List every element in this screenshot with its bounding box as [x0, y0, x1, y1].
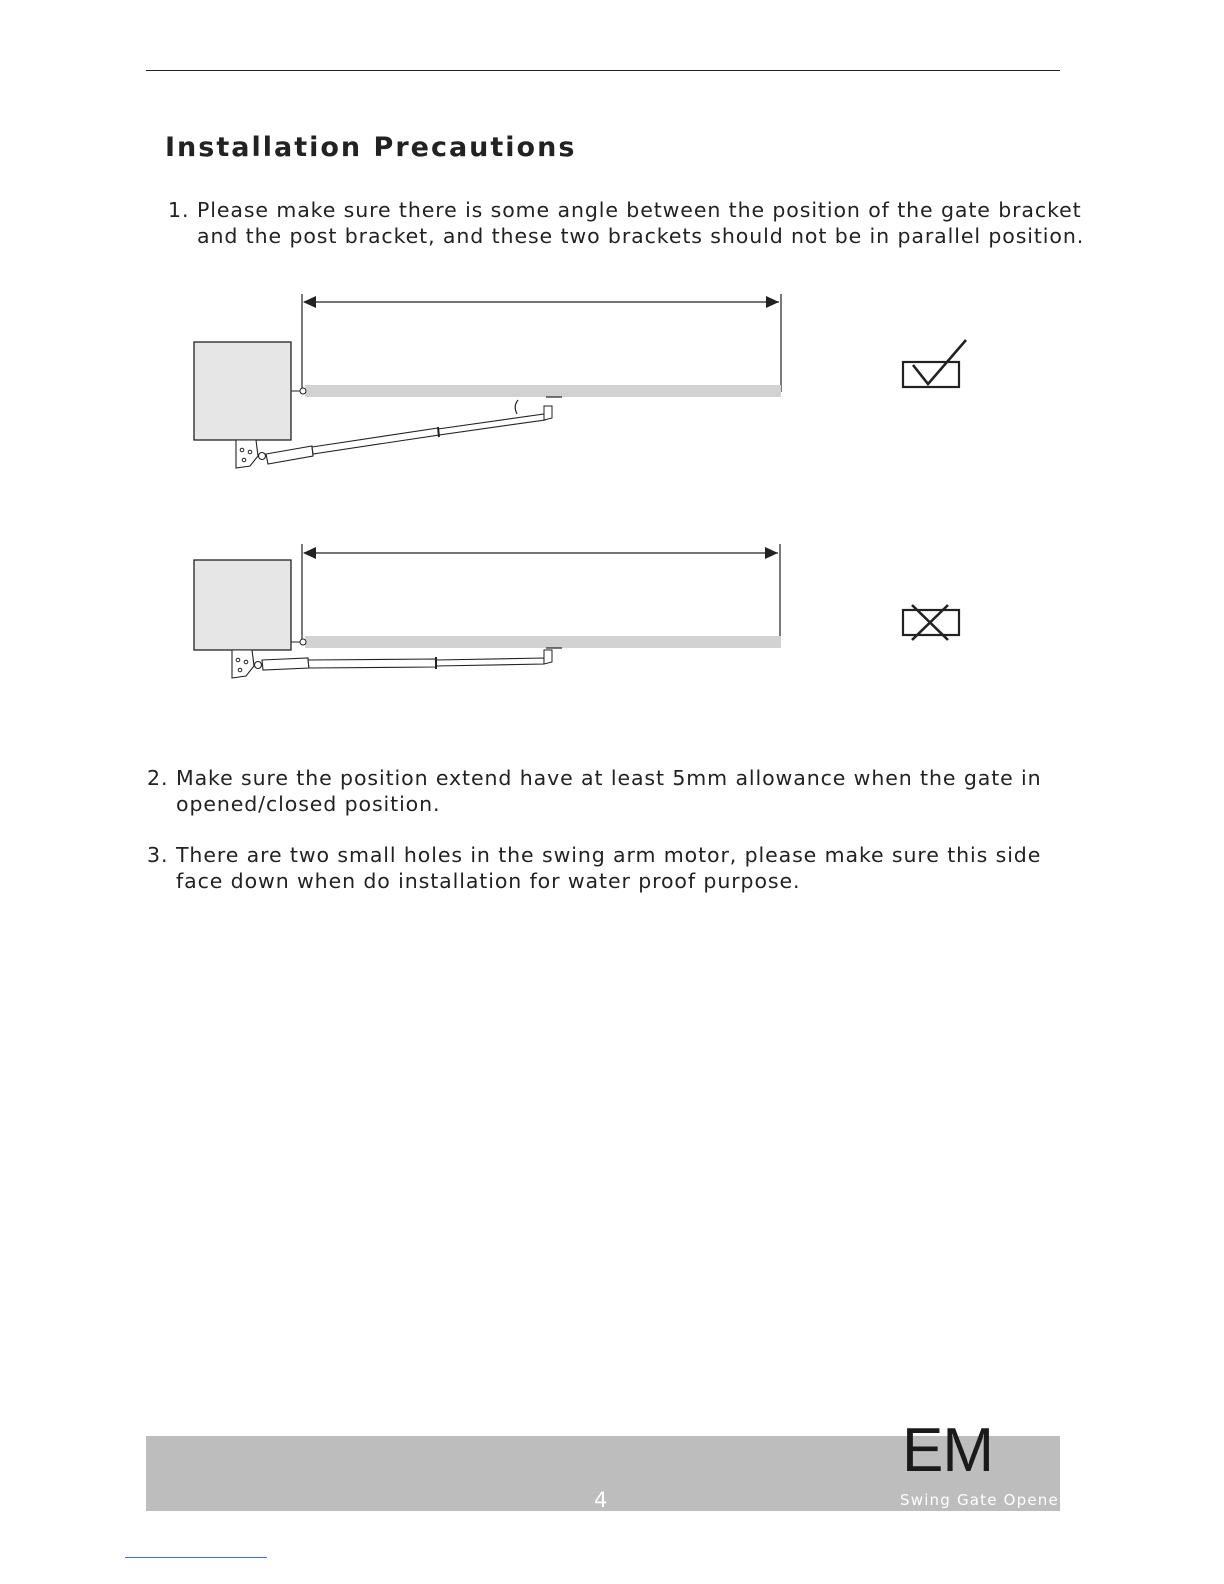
item-number: 3.: [147, 843, 169, 867]
item-text-line: opened/closed position.: [176, 792, 441, 816]
cross-box-icon: [903, 605, 959, 640]
incorrect-installation-figure: [194, 544, 959, 678]
gate-post: [194, 560, 291, 650]
post-bracket: [236, 440, 266, 468]
bottom-link-underline: [125, 1557, 267, 1558]
gate-post: [194, 342, 291, 440]
item-text-line: There are two small holes in the swing arm motor, please make sure this side: [176, 843, 1042, 867]
item-text-line: and the post bracket, and these two brackets should not be in parallel position.: [197, 224, 1085, 248]
item-text-line: Make sure the position extend have at least 5mm allowance when the gate in: [176, 766, 1042, 790]
motor-arm: [262, 648, 562, 670]
product-name: Swing Gate Opener: [900, 1491, 1067, 1509]
precaution-item-3: [147, 842, 1041, 894]
correct-installation-figure: [194, 294, 966, 468]
brand-logo: EM: [902, 1416, 993, 1485]
check-box-icon: [903, 340, 966, 387]
item-text-line: Please make sure there is some angle between the position of the gate bracket: [197, 198, 1082, 222]
item-number: 1.: [168, 198, 190, 222]
header-rule: [146, 70, 1060, 71]
precaution-item-1: [168, 197, 1084, 249]
gate-leaf: [305, 385, 781, 397]
installation-diagram: [180, 280, 1000, 700]
page-heading: Installation Precautions: [165, 132, 577, 163]
item-number: 2.: [147, 766, 169, 790]
motor-arm: [266, 397, 562, 464]
item-text-line: face down when do installation for water proof purpose.: [176, 869, 801, 893]
page-number: 4: [594, 1488, 608, 1512]
gate-leaf: [305, 636, 781, 648]
post-bracket: [232, 650, 262, 678]
precaution-item-2: [147, 765, 1042, 817]
